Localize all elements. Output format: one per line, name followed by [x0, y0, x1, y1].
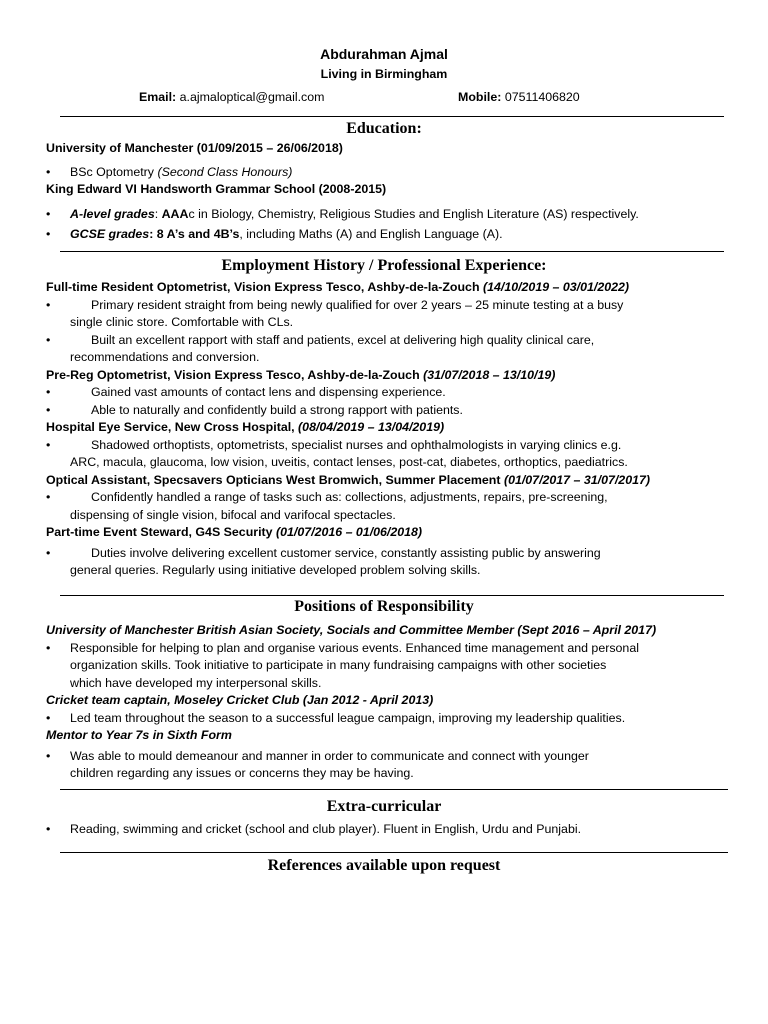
divider: [60, 116, 724, 117]
divider: [60, 789, 728, 790]
list-item-continued: recommendations and conversion.: [70, 350, 260, 364]
list-item: • Responsible for helping to plan and organise various events. Enhanced time management and personal: [46, 640, 726, 658]
list-item: • Shadowed orthoptists, optometrists, specialist nurses and ophthalmologists in varying clinics e.g.: [46, 437, 726, 455]
education-section: [46, 140, 726, 244]
section-title-extra: Extra-curricular: [326, 798, 442, 815]
divider: [60, 595, 724, 596]
position-title: Mentor to Year 7s in Sixth Form: [46, 728, 232, 742]
list-item: • A-level grades: AAAc in Biology, Chemistry, Religious Studies and English Literature (AS) respectively.: [46, 206, 726, 224]
list-item-continued: dispensing of single vision, bifocal and varifocal spectacles.: [70, 507, 396, 522]
email-value[interactable]: a.ajmaloptical@gmail.com: [176, 90, 325, 104]
job-title: Full-time Resident Optometrist, Vision Express Tesco, Ashby-de-la-Zouch (14/10/2019 – 03/01/2022): [46, 280, 630, 294]
divider: [60, 852, 728, 853]
email-field: [139, 89, 324, 107]
list-item: • GCSE grades: 8 A’s and 4B’s, including Maths (A) and English Language (A).: [46, 226, 726, 244]
position-title: University of Manchester British Asian Society, Socials and Committee Member (Sept 2016 – April 2017): [46, 623, 657, 637]
job-title: Part-time Event Steward, G4S Security (01/07/2016 – 01/06/2018): [46, 525, 423, 539]
list-item: • BSc Optometry (Second Class Honours): [46, 164, 726, 182]
list-item-continued: single clinic store. Comfortable with CLs.: [70, 315, 294, 329]
list-item: • Led team throughout the season to a successful league campaign, improving my leadership qualities.: [46, 710, 726, 728]
section-title-responsibility: Positions of Responsibility: [294, 598, 474, 615]
extra-section: [46, 821, 726, 839]
education-school: King Edward VI Handsworth Grammar School (2008-2015): [46, 182, 387, 196]
employment-section: [46, 279, 726, 580]
mobile-label: Mobile:: [458, 90, 502, 104]
job-title: Optical Assistant, Specsavers Opticians West Bromwich, Summer Placement (01/07/2017 – 31/07/2017): [46, 472, 650, 487]
contact-line: [0, 89, 768, 107]
list-item: • Confidently handled a range of tasks such as: collections, adjustments, repairs, pre-screening,: [46, 489, 726, 507]
section-title-employment: Employment History / Professional Experience:: [221, 257, 547, 274]
mobile-value: 07511406820: [501, 90, 580, 104]
list-item: • Was able to mould demeanour and manner in order to communicate and connect with younger: [46, 748, 726, 766]
job-title: Hospital Eye Service, New Cross Hospital, (08/04/2019 – 13/04/2019): [46, 420, 445, 434]
list-item-continued: general queries. Regularly using initiative developed problem solving skills.: [70, 563, 481, 577]
list-item: • Able to naturally and confidently build a strong rapport with patients.: [46, 402, 726, 420]
position-title: Cricket team captain, Moseley Cricket Club (Jan 2012 - April 2013): [46, 693, 434, 707]
list-item: • Gained vast amounts of contact lens and dispensing experience.: [46, 384, 726, 402]
list-item-continued: organization skills. Took initiative to participate in many fundraising campaigns with other societies: [70, 658, 607, 672]
list-item: • Duties involve delivering excellent customer service, constantly assisting public by answering: [46, 545, 726, 563]
education-university: University of Manchester (01/09/2015 – 26/06/2018): [46, 141, 343, 155]
section-title-education: Education:: [346, 120, 422, 137]
references-note: References available upon request: [267, 857, 501, 874]
divider: [60, 251, 724, 252]
candidate-name: Abdurahman Ajmal: [320, 46, 448, 62]
responsibility-section: [46, 622, 726, 783]
list-item: • Built an excellent rapport with staff and patients, excel at delivering high quality clinical care,: [46, 332, 726, 350]
list-item-continued: which have developed my interpersonal skills.: [70, 675, 322, 690]
email-label: Email:: [139, 90, 177, 104]
list-item-continued: children regarding any issues or concerns they may be having.: [70, 766, 414, 780]
cv-header: [0, 44, 768, 83]
job-title: Pre-Reg Optometrist, Vision Express Tesco, Ashby-de-la-Zouch (31/07/2018 – 13/10/19): [46, 367, 556, 382]
list-item-continued: ARC, macula, glaucoma, low vision, uveitis, contact lenses, post-cat, diabetes, orthoptics, paediatrics.: [70, 455, 628, 469]
list-item: • Reading, swimming and cricket (school and club player). Fluent in English, Urdu and Punjabi.: [46, 821, 726, 839]
mobile-field: [458, 89, 580, 107]
list-item: • Primary resident straight from being newly qualified for over 2 years – 25 minute testing at a busy: [46, 297, 726, 315]
candidate-location: Living in Birmingham: [320, 67, 448, 81]
